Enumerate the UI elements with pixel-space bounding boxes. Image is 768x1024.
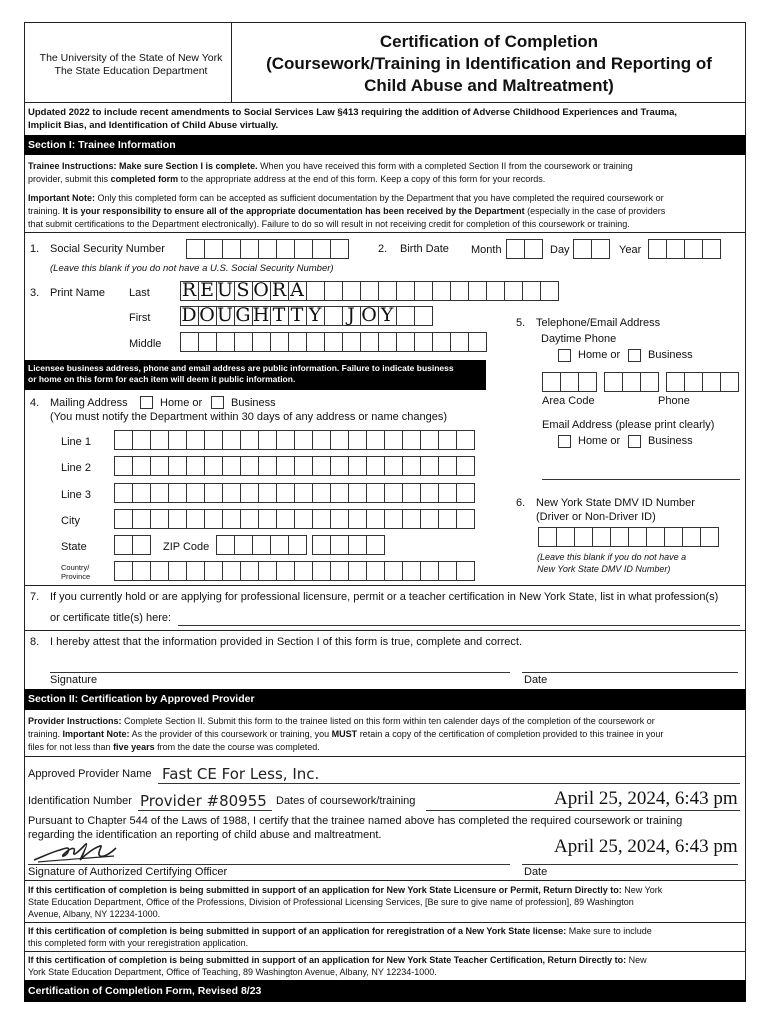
mail-number: 4. [30,397,40,409]
phone-label: Phone [658,395,690,407]
phone-line-input[interactable] [666,372,738,392]
ssn-input[interactable] [186,239,348,259]
line1-label: Line 1 [61,436,91,448]
officer-signature-image [30,838,120,866]
dmv-label-1: New York State DMV ID Number [536,497,695,509]
phone-home-checkbox[interactable] [558,349,571,362]
first-name-value: D O U G H T T Y J O Y [181,304,394,326]
mail-label: Mailing Address [50,397,128,409]
officer-date-input[interactable] [522,864,738,865]
line2-label: Line 2 [61,462,91,474]
divider [24,922,746,923]
area-code-input[interactable] [542,372,596,392]
footer-teacher-1: If this certification of completion is being submitted in support of an application for New York State Teacher Certification, Return Directly to: New [28,955,647,965]
provider-instructions-3: files for not less than five years from the date the course was completed. [28,742,320,752]
pursuant-line-2: regarding the identification an reporting of child abuse and maltreatment. [28,829,382,841]
divider [24,756,746,757]
mail-business-label: Business [231,397,276,409]
email-business-checkbox[interactable] [628,435,641,448]
email-input[interactable] [542,479,740,480]
form-title-2: (Coursework/Training in Identification and Reporting of [266,54,712,73]
section2-title: Section II: Certification by Approved Provider [24,689,746,710]
provider-instructions-2: training. Important Note: As the provider of this coursework or training, you MUST retain a copy of the certification of completion provided to this trainee in your [28,729,664,739]
country-label-1: Country/ [61,563,90,572]
revised-footer: Certification of Completion Form, Revised 8/23 [24,980,746,1002]
trainee-signature-input[interactable] [50,672,510,673]
dmv-hint-2: New York State DMV ID Number) [537,564,671,574]
phone-home-label: Home or [578,349,621,361]
state-input[interactable] [114,535,150,555]
mail-home-checkbox[interactable] [140,396,153,409]
q8-number: 8. [30,636,40,648]
footer-licensure-3: Avenue, Albany, NY 12234-1000. [28,909,161,919]
org-line-2: The State Education Department [54,65,208,77]
city-input[interactable] [114,509,474,529]
line3-label: Line 3 [61,489,91,501]
dmv-input[interactable] [538,527,718,547]
birth-year-input[interactable] [648,239,720,259]
last-label: Last [129,287,150,299]
address-line2-input[interactable] [114,456,474,476]
form-title-3: Child Abuse and Maltreatment) [364,76,614,95]
phone-prefix-input[interactable] [604,372,658,392]
phone-business-label: Business [648,349,693,361]
middle-name-input[interactable] [180,332,486,352]
birth-month-input[interactable] [506,239,542,259]
officer-signature-input[interactable] [28,864,510,865]
provider-name-input[interactable] [158,783,740,784]
q8-text: I hereby attest that the information provided in Section I of this form is true, complete and correct. [50,636,523,648]
first-label: First [129,312,151,324]
officer-signature-label: Signature of Authorized Certifying Officer [28,866,228,878]
area-code-label: Area Code [542,395,595,407]
address-line3-input[interactable] [114,483,474,503]
day-label: Day [550,244,570,256]
address-line1-input[interactable] [114,430,474,450]
mail-hint: (You must notify the Department within 30 days of any address or name changes) [50,411,448,423]
q7-line-1: If you currently hold or are applying for professional licensure, permit or a teacher certification in New York State, list in what profession(s) [50,591,719,603]
important-note-2: training. It is your responsibility to ensure all of the appropriate documentation has been received by the Department (especially in the case of providers [28,206,666,216]
dmv-number-label: 6. [516,497,526,509]
year-label: Year [619,244,642,256]
ssn-number: 1. [30,243,40,255]
footer-licensure-2: State Education Department, Office of the Professions, Division of Professional Licensing Services, [Be sure to give name of profession], 89 Washington [28,897,634,907]
provider-instructions-1: Provider Instructions: Complete Section II. Submit this form to the trainee listed on this form within ten calender days of the completion of the coursework or [28,716,655,726]
country-input[interactable] [114,561,474,581]
important-note-1: Important Note: Only this completed form can be accepted as sufficient documentation by the Department that you have completed the required coursework or [28,193,664,203]
provider-name-value: Fast CE For Less, Inc. [162,765,320,783]
footer-reregistration-1: If this certification of completion is being submitted in support of an application for reregistration of a New York State license: Make sure to include [28,926,652,936]
update-note-1: Updated 2022 to include recent amendments to Social Services Law §413 requiring the addition of Adverse Childhood Experiences and Trauma, [28,107,677,118]
dates-input[interactable] [426,810,740,811]
name-number: 3. [30,287,40,299]
trainee-instructions-1: Trainee Instructions: Make sure Section I is complete. When you have received this form with a completed Section II from the coursework or training [28,161,633,171]
dmv-label-2: (Driver or Non-Driver ID) [536,511,656,523]
email-business-label: Business [648,435,693,447]
zip-input[interactable] [216,535,306,555]
divider [24,951,746,952]
zip-ext-input[interactable] [312,535,384,555]
dates-value: April 25, 2024, 6:43 pm [554,788,738,809]
daytime-phone-label: Daytime Phone [541,333,617,345]
officer-date-label: Date [524,866,548,878]
provider-name-label: Approved Provider Name [28,768,152,780]
phone-business-checkbox[interactable] [628,349,641,362]
footer-reregistration-2: this completed form with your reregistration application. [28,938,249,948]
signature-label: Signature [50,674,98,686]
q7-number: 7. [30,591,40,603]
form-title-1: Certification of Completion [379,32,599,51]
phone-email-label: Telephone/Email Address [536,317,661,329]
update-note-2: Implicit Bias, and Identification of Child Abuse virtually. [28,120,279,131]
pursuant-line-1: Pursuant to Chapter 544 of the Laws of 1988, I certify that the trainee named above has completed the required coursework or training [28,815,683,827]
ssn-label: Social Security Number [50,243,165,255]
email-home-label: Home or [578,435,621,447]
header-bottom-line [24,102,746,103]
profession-input[interactable] [178,625,740,626]
divider [24,585,746,586]
dmv-hint-1: (Leave this blank if you do not have a [537,552,687,562]
month-label: Month [471,244,502,256]
birth-number: 2. [378,243,388,255]
mail-home-label: Home or [160,397,203,409]
state-label: State [61,541,87,553]
date-label: Date [524,674,548,686]
mail-business-checkbox[interactable] [211,396,224,409]
id-number-label: Identification Number [28,795,132,807]
licensee-note: Licensee business address, phone and email address are public information. Failure to indicate business or home on this form for each item will deem it public information. [24,360,486,390]
birth-label: Birth Date [400,243,449,255]
org-line-1: The University of the State of New York [39,52,223,64]
section1-title: Section I: Trainee Information [24,135,746,155]
ssn-hint: (Leave this blank if you do not have a U.S. Social Security Number) [50,263,334,274]
signature-date-value: April 25, 2024, 6:43 pm [554,836,738,857]
country-label-2: Province [61,572,91,581]
phone-number-label: 5. [516,317,526,329]
divider [24,232,746,233]
email-home-checkbox[interactable] [558,435,571,448]
email-label: Email Address (please print clearly) [542,419,715,431]
name-label: Print Name [50,287,106,299]
footer-teacher-2: York State Education Department, Office of Teaching, 89 Washington Avenue, Albany, NY 12234-1000. [28,967,437,977]
city-label: City [61,515,80,527]
q7-line-2: or certificate title(s) here: [50,612,172,624]
last-name-value: R E U S O R A [181,279,304,301]
important-note-3: that submit certifications to the Department electronically). Failure to do so will result in not receiving credit for completion of this coursework or training. [28,219,630,229]
divider [24,880,746,881]
birth-day-input[interactable] [573,239,609,259]
dates-label: Dates of coursework/training [276,795,416,807]
divider [24,630,746,631]
footer-licensure-1: If this certification of completion is being submitted in support of an application for New York State Licensure or Permit, Return Directly to: New York [28,885,663,895]
id-number-value: Provider #80955 [140,792,267,810]
trainee-instructions-2: provider, submit this completed form to the appropriate address at the end of this form. Keep a copy of this form for your records. [28,174,546,184]
middle-label: Middle [129,338,162,350]
zip-label: ZIP Code [163,541,210,553]
trainee-date-input[interactable] [522,672,738,673]
id-number-input[interactable] [138,810,272,811]
